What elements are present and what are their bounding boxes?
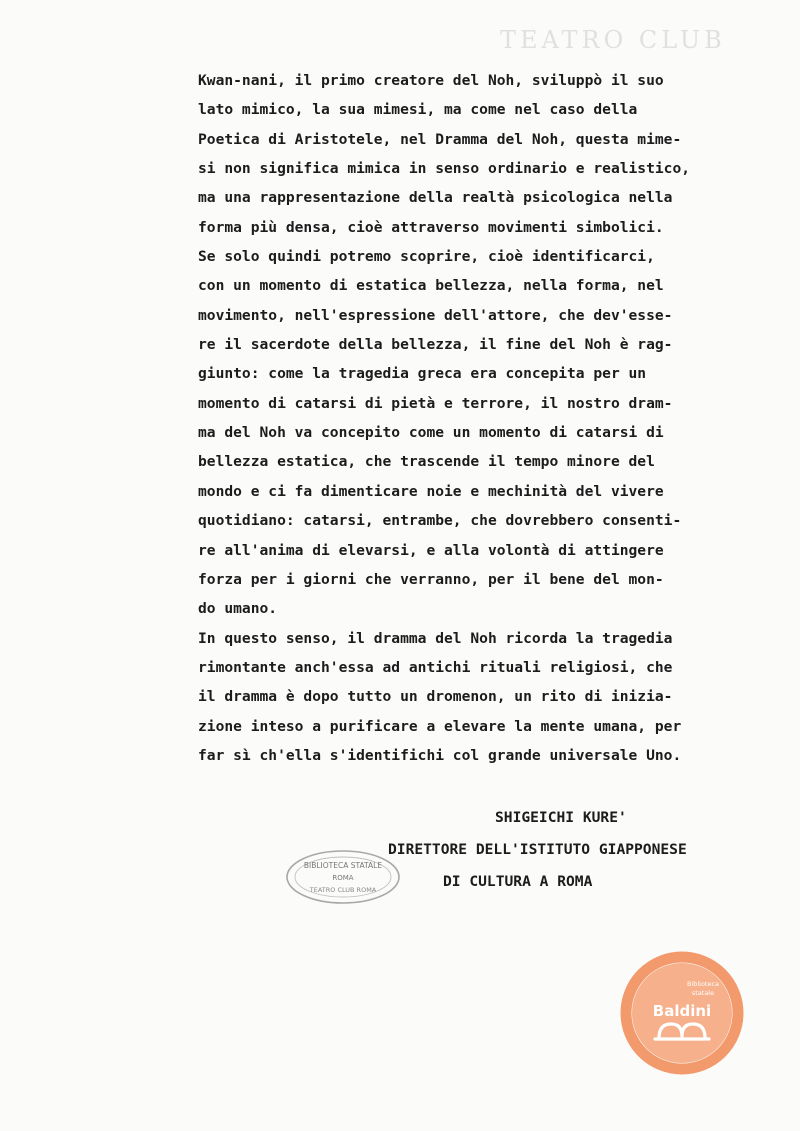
stamp-top-text: BIBLIOTECA STATALE bbox=[303, 861, 383, 870]
text-line: far sì ch'ella s'identifichi col grande universale Uno. bbox=[198, 746, 682, 764]
text-line: Kwan-nani, il primo creatore del Noh, sviluppò il suo bbox=[198, 72, 664, 89]
text-line: momento di catarsi di pietà e terrore, il nostro dram- bbox=[198, 394, 673, 412]
text-line: quotidiano: catarsi, entrambe, che dovrebbero consenti- bbox=[198, 512, 682, 530]
stamp-bottom-text: TEATRO CLUB ROMA bbox=[309, 886, 377, 894]
text-line: mondo e ci fa dimenticare noie e mechinità del vivere bbox=[198, 482, 664, 500]
library-ink-stamp bbox=[284, 848, 402, 906]
text-line: con un momento di estatica bellezza, nella forma, nel bbox=[198, 277, 664, 295]
stamp-middle-text: ROMA bbox=[332, 874, 354, 882]
text-line: si non significa mimica in senso ordinario e realistico, bbox=[198, 160, 691, 178]
text-line: forza per i giorni che verranno, per il bene del mon- bbox=[198, 570, 664, 588]
text-line: re il sacerdote della bellezza, il fine del Noh è rag- bbox=[198, 336, 673, 354]
logo-name: Baldini bbox=[652, 1002, 712, 1020]
text-line: bellezza estatica, che trascende il tempo minore del bbox=[198, 453, 655, 471]
signatory-place: DI CULTURA A ROMA bbox=[443, 873, 593, 890]
text-line: rimontante anch'essa ad antichi rituali religiosi, che bbox=[198, 658, 673, 676]
text-line: do umano. bbox=[198, 600, 278, 618]
signature-block bbox=[388, 802, 768, 898]
watermark-text: TEATRO CLUB bbox=[500, 26, 726, 54]
typed-body-text bbox=[198, 66, 778, 770]
text-line: Se solo quindi potremo scoprire, cioè identificarci, bbox=[198, 248, 655, 266]
text-line: movimento, nell'espressione dell'attore, che dev'esse- bbox=[198, 306, 673, 324]
baldini-library-logo bbox=[619, 950, 745, 1076]
logo-line-2: statale bbox=[691, 989, 715, 997]
text-line: ma una rappresentazione della realtà psicologica nella bbox=[198, 189, 673, 207]
text-line: ma del Noh va concepito come un momento di catarsi di bbox=[198, 424, 664, 442]
text-line: il dramma è dopo tutto un dromenon, un rito di inizia- bbox=[198, 688, 673, 706]
logo-line-1: Biblioteca bbox=[686, 980, 720, 988]
text-line: zione inteso a purificare a elevare la mente umana, per bbox=[198, 717, 682, 735]
signatory-name: SHIGEICHI KURE' bbox=[495, 809, 627, 826]
text-line: re all'anima di elevarsi, e alla volontà di attingere bbox=[198, 541, 664, 559]
text-line: In questo senso, il dramma del Noh ricorda la tragedia bbox=[198, 629, 673, 647]
signatory-title: DIRETTORE DELL'ISTITUTO GIAPPONESE bbox=[388, 841, 687, 858]
text-line: Poetica di Aristotele, nel Dramma del Noh, questa mime- bbox=[198, 130, 682, 148]
text-line: giunto: come la tragedia greca era concepita per un bbox=[198, 365, 647, 383]
text-line: lato mimico, la sua mimesi, ma come nel caso della bbox=[198, 101, 638, 119]
text-line: forma più densa, cioè attraverso movimenti simbolici. bbox=[198, 218, 664, 236]
